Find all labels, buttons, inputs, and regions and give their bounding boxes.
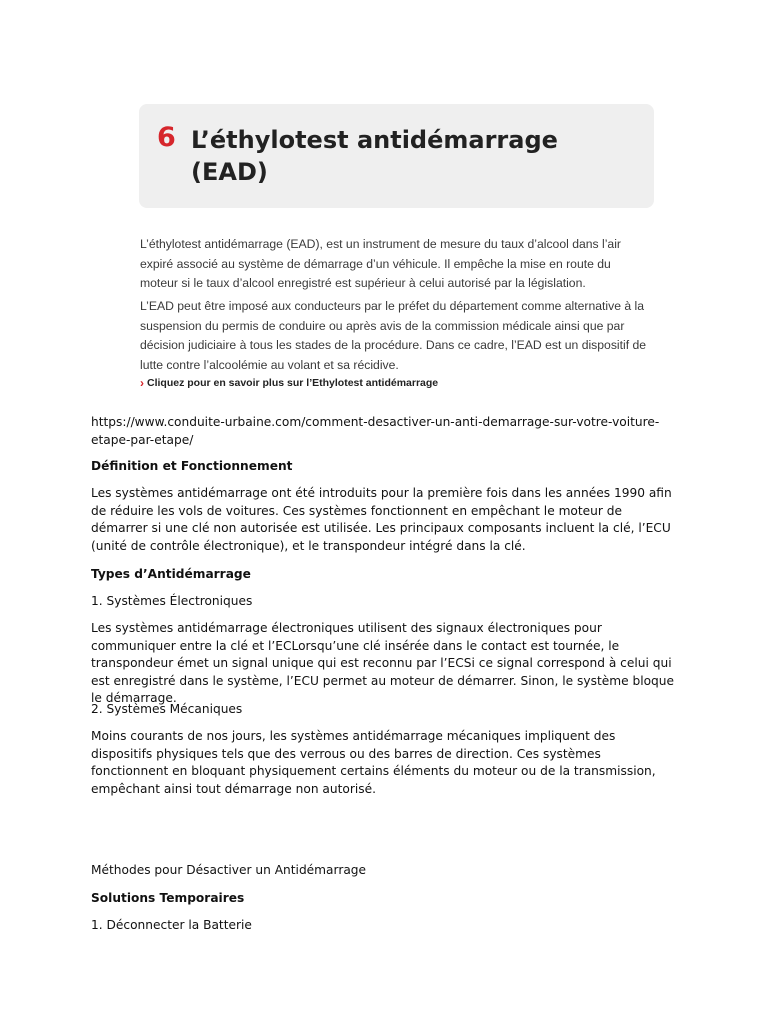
heading-definition: Définition et Fonctionnement: [91, 459, 293, 473]
item-mechanical: 2. Systèmes Mécaniques: [91, 702, 243, 716]
paragraph-electronic: Les systèmes antidémarrage électroniques utilisent des signaux électroniques pour communiquer entre la clé et l’ECLorsqu’une clé insérée dans le contact est tournée, le transpondeur émet un signal unique qui est reconnu par l’ECSi ce signal correspond à celui qui est enregistré dans le système, l’ECU permet au moteur de démarrer. Sinon, le système bloque le démarrage.: [91, 621, 675, 706]
chevron-right-icon: ›: [140, 376, 144, 390]
chapter-title: L’éthylotest antidémarrage (EAD): [191, 126, 558, 186]
heading-types: Types d’Antidémarrage: [91, 567, 251, 581]
chapter-number: 6: [157, 122, 176, 153]
ead-more-link-label: Cliquez pour en savoir plus sur l’Ethylotest antidémarrage: [147, 377, 439, 389]
paragraph-definition: Les systèmes antidémarrage ont été introduits pour la première fois dans les années 1990 afin de réduire les vols de voitures. Ces systèmes fonctionnent en empêchant le moteur de démarrer si une clé non autorisée est utilisée. Les principaux composants incluent la clé, l’ECU (unité de contrôle électronique), et le transpondeur intégré dans la clé.: [91, 486, 672, 553]
item-battery: 1. Déconnecter la Batterie: [91, 918, 252, 932]
item-electronic: 1. Systèmes Électroniques: [91, 594, 253, 608]
source-url[interactable]: https://www.conduite-urbaine.com/comment-desactiver-un-anti-demarrage-sur-votre-voiture-etape-par-etape/: [91, 415, 660, 447]
ead-paragraph-1: L’éthylotest antidémarrage (EAD), est un instrument de mesure du taux d’alcool dans l’air expiré associé au système de démarrage d’un véhicule. Il empêche la mise en route du moteur si le taux d’alcool enregistré est supérieur à celui autorisé par la législation.: [140, 237, 621, 290]
embedded-ead-image: [139, 104, 654, 390]
heading-temporary: Solutions Temporaires: [91, 891, 245, 905]
methods-title: Méthodes pour Désactiver un Antidémarrage: [91, 863, 367, 877]
ead-paragraph-2: L’EAD peut être imposé aux conducteurs par le préfet du département comme alternative à la suspension du permis de conduire ou après avis de la commission médicale ainsi que par décision judiciaire à tous les stades de la procédure. Dans ce cadre, l’EAD est un dispositif de lutte contre l’alcoolémie au volant et sa récidive.: [140, 299, 647, 372]
chapter-header-box: [139, 104, 654, 208]
paragraph-mechanical: Moins courants de nos jours, les systèmes antidémarrage mécaniques impliquent des dispositifs physiques tels que des verrous ou des barres de direction. Ces systèmes fonctionnent en bloquant physiquement certains éléments du moteur ou de la transmission, empêchant ainsi tout démarrage non autorisé.: [91, 729, 656, 796]
ead-more-link[interactable]: [140, 376, 438, 390]
